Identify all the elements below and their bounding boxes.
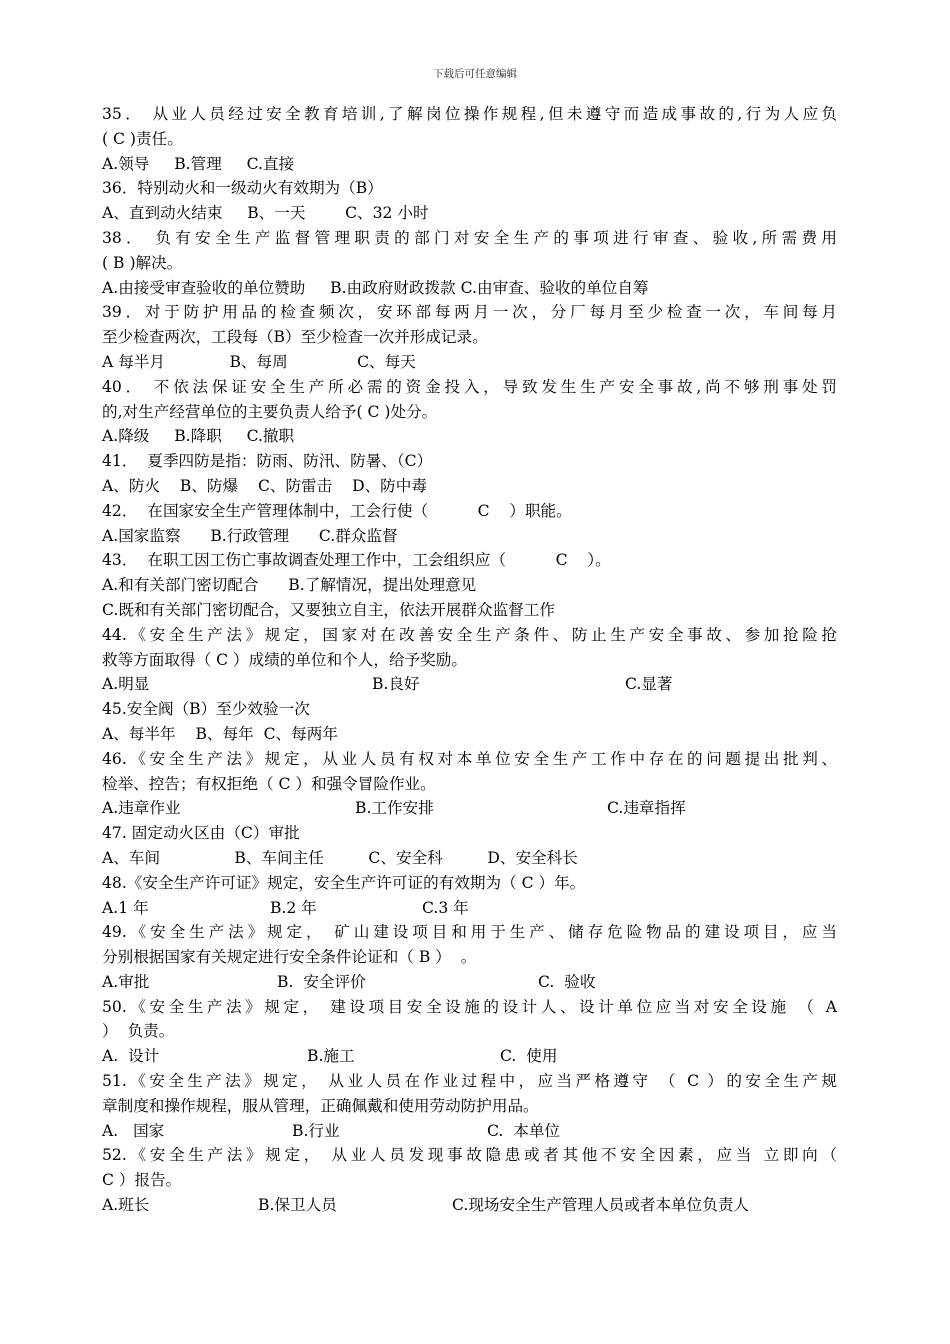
text-line: 51.《安全生产法》规定， 从业人员在作业过程中，应当严格遵守 （ C ）的安全生产规 — [102, 1072, 837, 1091]
option-row — [102, 896, 837, 921]
text-line: 47. 固定动火区由（C）审批 — [102, 824, 300, 843]
text-line: 38． 负有安全生产监督管理职责的部门对安全生产的事项进行审查、验收,所需费用 — [102, 228, 837, 247]
text-line: 42． 在国家安全生产管理体制中，工会行使（ C ）职能。 — [102, 501, 572, 520]
text-line: 分别根据国家有关规定进行安全条件论证和（ B ） 。 — [102, 948, 477, 967]
text-line: 43． 在职工因工伤亡事故调查处理工作中，工会组织应（ C ）。 — [102, 551, 611, 570]
text-line: 45.安全阀（B）至少效验一次 — [102, 700, 310, 719]
option-row — [102, 1193, 837, 1218]
option-text: B.施工 — [307, 1047, 355, 1066]
text-line: A.由接受审查验收的单位赞助 B.由政府财政拨款 C.由审查、验收的单位自筹 — [102, 278, 649, 297]
text-line: 章制度和操作规程，服从管理，正确佩戴和使用劳动防护用品。 — [102, 1096, 539, 1115]
text-line: A、防火 B、防爆 C、防雷击 D、防中毒 — [102, 476, 427, 495]
text-line: 48.《安全生产许可证》规定，安全生产许可证的有效期为（ C ）年。 — [102, 873, 586, 892]
question-list — [102, 102, 837, 1218]
text-line: C ）报告。 — [102, 1171, 182, 1190]
text-line: 46.《安全生产法》规定，从业人员有权对本单位安全生产工作中存在的问题提出批判、 — [102, 749, 837, 768]
text-line: A 每半月 B、每周 C、每天 — [102, 352, 416, 371]
option-text: A.审批 — [102, 972, 150, 991]
option-text: C.显著 — [625, 675, 673, 694]
text-line: 50.《安全生产法》规定， 建设项目安全设施的设计人、设计单位应当对安全设施 （ A — [102, 997, 837, 1016]
option-text: C.3 年 — [422, 898, 469, 917]
text-line: 至少检查两次，工段每（B）至少检查一次并形成记录。 — [102, 328, 488, 347]
text-line: 36．特别动火和一级动火有效期为（B） — [102, 179, 383, 198]
text-line: 52.《安全生产法》规定， 从业人员发现事故隐患或者其他不安全因素，应当 立即向（ — [102, 1146, 837, 1165]
option-text: A.违章作业 — [102, 799, 181, 818]
option-row — [102, 1119, 837, 1144]
option-row — [102, 796, 837, 821]
option-row — [102, 672, 837, 697]
text-line: A.领导 B.管理 C.直接 — [102, 154, 295, 173]
text-line: 44.《安全生产法》规定，国家对在改善安全生产条件、防止生产安全事故、参加抢险抢 — [102, 625, 837, 644]
option-text: C.现场安全生产管理人员或者本单位负责人 — [452, 1196, 750, 1215]
text-line: 40． 不依法保证安全生产所必需的资金投入，导致发生生产安全事故,尚不够刑事处罚 — [102, 377, 837, 396]
text-line: 35． 从业人员经过安全教育培训,了解岗位操作规程,但未遵守而造成事故的,行为人应负 — [102, 105, 837, 123]
text-line: A、每半年 B、每年 C、每两年 — [102, 724, 338, 743]
text-line: 的,对生产经营单位的主要负责人给予( C )处分。 — [102, 402, 438, 421]
option-text: C. 使用 — [500, 1047, 558, 1066]
text-line: 41． 夏季四防是指：防雨、防汛、防暑、（C） — [102, 452, 433, 471]
option-text: C. 验收 — [538, 972, 596, 991]
option-text: A. 设计 — [102, 1047, 160, 1066]
option-text: B.保卫人员 — [258, 1196, 337, 1215]
option-text: B.行业 — [292, 1121, 340, 1140]
option-text: A. 国家 — [102, 1121, 165, 1140]
text-line: ( B )解决。 — [102, 253, 183, 272]
text-line: 49.《安全生产法》规定， 矿山建设项目和用于生产、储存危险物品的建设项目，应当 — [102, 923, 837, 942]
text-line: 39．对于防护用品的检查频次，安环部每两月一次，分厂每月至少检查一次，车间每月 — [102, 303, 837, 322]
text-line: ） 负责。 — [102, 1022, 175, 1041]
text-line: ( C )责任。 — [102, 129, 183, 148]
option-text: A.班长 — [102, 1196, 150, 1215]
option-text: C. 本单位 — [487, 1121, 561, 1140]
option-text: B.工作安排 — [355, 799, 434, 818]
text-line: A、车间 B、车间主任 C、安全科 D、安全科长 — [102, 848, 578, 867]
option-text: A.1 年 — [102, 898, 149, 917]
text-line: 救等方面取得（ C ）成绩的单位和个人，给予奖励。 — [102, 650, 467, 669]
option-text: B. 安全评价 — [277, 972, 366, 991]
option-text: B.良好 — [372, 675, 420, 694]
option-text: B.2 年 — [270, 898, 317, 917]
option-text: A.明显 — [102, 675, 150, 694]
text-line: A、直到动火结束 B、一天 C、32 小时 — [102, 204, 429, 223]
text-line: C.既和有关部门密切配合，又要独立自主，依法开展群众监督工作 — [102, 600, 555, 619]
text-line: 检举、控告；有权拒绝（ C ）和强令冒险作业。 — [102, 774, 436, 793]
option-row — [102, 970, 837, 995]
text-line: A.国家监察 B.行政管理 C.群众监督 — [102, 526, 398, 545]
text-line: A.降级 B.降职 C.撤职 — [102, 427, 295, 446]
option-row — [102, 1044, 837, 1069]
option-text: C.违章指挥 — [607, 799, 686, 818]
page-header: 下载后可任意编辑 — [433, 68, 517, 80]
text-line: A.和有关部门密切配合 B.了解情况，提出处理意见 — [102, 576, 477, 595]
